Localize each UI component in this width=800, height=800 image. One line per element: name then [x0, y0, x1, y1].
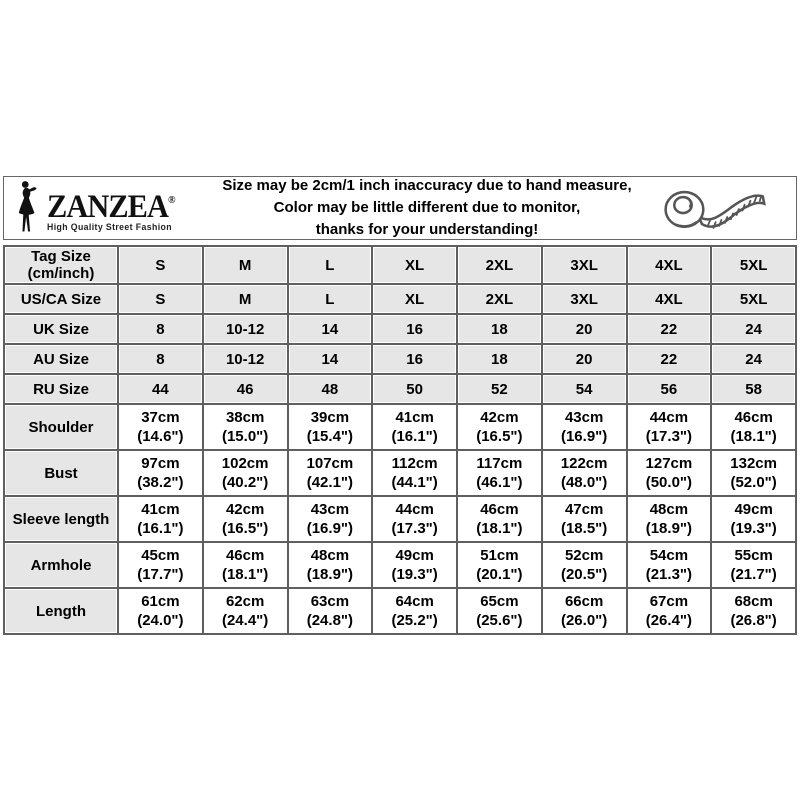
size-cell: 8	[119, 315, 202, 343]
size-cell: 52	[458, 375, 541, 403]
measure-cell	[204, 405, 287, 449]
row-label: AU Size	[5, 345, 117, 373]
measure-cell	[628, 543, 711, 587]
size-cell: 54	[543, 375, 626, 403]
measure-cell	[373, 497, 456, 541]
size-cell: 50	[373, 375, 456, 403]
measure-inch: (18.9")	[645, 520, 693, 537]
measuring-tape-icon	[636, 179, 788, 237]
measure-inch: (17.3")	[645, 428, 693, 445]
size-cell: XL	[373, 247, 456, 283]
size-cell: L	[289, 247, 372, 283]
row-armhole	[5, 543, 795, 587]
row-label: US/CA Size	[5, 285, 117, 313]
measure-cm: 122cm	[560, 455, 608, 472]
measure-cm: 55cm	[734, 547, 773, 564]
size-cell: 56	[628, 375, 711, 403]
row-uk-size	[5, 315, 795, 343]
registered-mark: ®	[168, 193, 176, 206]
row-au-size	[5, 345, 795, 373]
measure-cm: 61cm	[141, 593, 180, 610]
measure-cell	[458, 589, 541, 633]
measure-cell	[373, 543, 456, 587]
size-cell: M	[204, 247, 287, 283]
measure-cell	[628, 497, 711, 541]
measure-inch: (26.4")	[645, 612, 693, 629]
measure-cm: 39cm	[310, 409, 350, 426]
size-cell: 16	[373, 345, 456, 373]
measure-cm: 41cm	[141, 501, 180, 518]
measure-cm: 117cm	[476, 455, 523, 472]
measure-cell	[289, 451, 372, 495]
size-cell: 18	[458, 345, 541, 373]
measure-inch: (26.0")	[560, 612, 608, 629]
measure-cell	[373, 451, 456, 495]
row-length	[5, 589, 795, 633]
size-cell: 14	[289, 315, 372, 343]
size-cell: 20	[543, 315, 626, 343]
measure-cell	[543, 497, 626, 541]
measure-inch: (16.5")	[221, 520, 269, 537]
size-cell: 10-12	[204, 345, 287, 373]
measure-cell	[119, 451, 202, 495]
row-shoulder	[5, 405, 795, 449]
measure-inch: (26.8")	[730, 612, 777, 629]
measure-cell	[628, 405, 711, 449]
measure-inch: (16.9")	[560, 428, 608, 445]
measure-cm: 48cm	[310, 547, 350, 564]
measure-cm: 107cm	[306, 455, 354, 472]
measure-inch: (24.8")	[306, 612, 354, 629]
measure-inch: (17.3")	[391, 520, 438, 537]
measure-inch: (20.1")	[476, 566, 523, 583]
measure-cell	[289, 405, 372, 449]
measure-cell	[289, 497, 372, 541]
measure-cm: 46cm	[734, 409, 773, 426]
row-label	[5, 247, 117, 283]
size-cell: S	[119, 285, 202, 313]
measure-inch: (50.0")	[645, 474, 693, 491]
size-cell: 22	[628, 315, 711, 343]
measure-cell	[458, 543, 541, 587]
measure-cm: 44cm	[395, 501, 434, 518]
measure-cm: 67cm	[649, 593, 689, 610]
measure-cm: 45cm	[141, 547, 180, 564]
measure-inch: (18.1")	[476, 520, 523, 537]
measure-inch: (42.1")	[306, 474, 354, 491]
row-label: Bust	[5, 451, 117, 495]
measure-cm: 52cm	[564, 547, 604, 564]
measure-inch: (18.9")	[306, 566, 354, 583]
measure-cm: 97cm	[141, 455, 180, 472]
measure-inch: (14.6")	[137, 428, 184, 445]
measure-cm: 44cm	[649, 409, 689, 426]
measure-cm: 102cm	[221, 455, 269, 472]
measure-inch: (18.1")	[730, 428, 777, 445]
measure-cell	[712, 589, 795, 633]
row-label: Shoulder	[5, 405, 117, 449]
measure-cm: 51cm	[480, 547, 519, 564]
measure-cell	[289, 589, 372, 633]
measure-cell	[119, 405, 202, 449]
size-cell: 10-12	[204, 315, 287, 343]
row-label: Length	[5, 589, 117, 633]
measure-cell	[458, 451, 541, 495]
row-label: RU Size	[5, 375, 117, 403]
size-cell: S	[119, 247, 202, 283]
measure-cm: 43cm	[564, 409, 604, 426]
size-cell: 8	[119, 345, 202, 373]
row-label: Sleeve length	[5, 497, 117, 541]
measure-cm: 48cm	[649, 501, 689, 518]
row-ru-size	[5, 375, 795, 403]
measure-inch: (38.2")	[137, 474, 184, 491]
measure-cm: 54cm	[649, 547, 689, 564]
size-table-body	[5, 247, 795, 633]
measure-cell	[628, 451, 711, 495]
measure-cm: 66cm	[564, 593, 604, 610]
measure-cm: 62cm	[225, 593, 265, 610]
measure-cell	[712, 543, 795, 587]
measure-inch: (44.1")	[391, 474, 438, 491]
measure-cell	[712, 405, 795, 449]
measure-cm: 43cm	[310, 501, 350, 518]
measure-cm: 68cm	[734, 593, 773, 610]
size-cell: XL	[373, 285, 456, 313]
row-bust	[5, 451, 795, 495]
size-cell: 20	[543, 345, 626, 373]
size-cell: 5XL	[712, 247, 795, 283]
size-cell: 2XL	[458, 247, 541, 283]
measure-cell	[712, 451, 795, 495]
size-cell: 4XL	[628, 285, 711, 313]
row-label-line-2: (cm/inch)	[27, 265, 95, 282]
measure-inch: (40.2")	[221, 474, 269, 491]
measure-inch: (17.7")	[137, 566, 184, 583]
measure-inch: (18.1")	[221, 566, 269, 583]
measure-cm: 37cm	[141, 409, 180, 426]
measure-cell	[373, 589, 456, 633]
measure-cell	[458, 405, 541, 449]
measure-cell	[289, 543, 372, 587]
row-label: Armhole	[5, 543, 117, 587]
measure-inch: (21.7")	[730, 566, 777, 583]
measure-inch: (25.2")	[391, 612, 438, 629]
size-cell: L	[289, 285, 372, 313]
size-table	[3, 245, 797, 635]
measure-cell	[204, 497, 287, 541]
brand-name: ZANZEA®	[47, 188, 176, 225]
measure-cell	[204, 589, 287, 633]
measure-cm: 127cm	[645, 455, 693, 472]
measure-inch: (46.1")	[476, 474, 523, 491]
measure-cell	[543, 589, 626, 633]
measure-cm: 42cm	[225, 501, 265, 518]
size-cell: 24	[712, 315, 795, 343]
measure-cm: 49cm	[734, 501, 773, 518]
measure-inch: (16.9")	[306, 520, 354, 537]
measure-cm: 46cm	[480, 501, 519, 518]
row-tag-size	[5, 247, 795, 283]
measure-inch: (19.3")	[730, 520, 777, 537]
measure-cell	[458, 497, 541, 541]
disclaimer-line-3: thanks for your understanding!	[315, 221, 539, 238]
size-cell: 14	[289, 345, 372, 373]
size-cell: 5XL	[712, 285, 795, 313]
size-cell: 2XL	[458, 285, 541, 313]
measure-cm: 49cm	[395, 547, 434, 564]
row-sleeve-length	[5, 497, 795, 541]
measure-inch: (21.3")	[645, 566, 693, 583]
size-cell: 46	[204, 375, 287, 403]
measure-inch: (25.6")	[476, 612, 523, 629]
measure-cm: 132cm	[730, 455, 777, 472]
measure-cm: 64cm	[395, 593, 434, 610]
row-label-line-1: Tag Size	[31, 248, 91, 265]
measure-cm: 38cm	[225, 409, 265, 426]
measure-cell	[119, 543, 202, 587]
size-cell: M	[204, 285, 287, 313]
measure-cm: 46cm	[225, 547, 265, 564]
size-cell: 48	[289, 375, 372, 403]
row-us-ca-size	[5, 285, 795, 313]
size-cell: 16	[373, 315, 456, 343]
measure-cell	[628, 589, 711, 633]
measure-inch: (24.0")	[137, 612, 184, 629]
size-chart-sheet	[3, 176, 797, 635]
measure-cell	[543, 543, 626, 587]
size-cell: 22	[628, 345, 711, 373]
disclaimer-line-2: Color may be little different due to monitor,	[273, 199, 581, 216]
measure-inch: (20.5")	[560, 566, 608, 583]
size-cell: 24	[712, 345, 795, 373]
measure-cm: 47cm	[564, 501, 604, 518]
measure-cell	[119, 497, 202, 541]
measure-inch: (16.5")	[476, 428, 523, 445]
measure-cm: 112cm	[391, 455, 438, 472]
measure-inch: (16.1")	[391, 428, 438, 445]
size-cell: 58	[712, 375, 795, 403]
size-cell: 44	[119, 375, 202, 403]
brand-logo	[4, 180, 218, 236]
measure-inch: (15.4")	[306, 428, 354, 445]
row-label: UK Size	[5, 315, 117, 343]
size-cell: 18	[458, 315, 541, 343]
fashion-figure-icon	[11, 180, 44, 236]
measure-cell	[119, 589, 202, 633]
measure-inch: (24.4")	[221, 612, 269, 629]
measure-cm: 41cm	[395, 409, 434, 426]
measure-inch: (16.1")	[137, 520, 184, 537]
measure-inch: (52.0")	[730, 474, 777, 491]
size-cell: 4XL	[628, 247, 711, 283]
measure-cell	[712, 497, 795, 541]
measure-inch: (19.3")	[391, 566, 438, 583]
measure-cell	[204, 543, 287, 587]
measure-cm: 63cm	[310, 593, 350, 610]
brand-text	[47, 185, 187, 232]
measure-cell	[204, 451, 287, 495]
size-cell: 3XL	[543, 247, 626, 283]
size-cell: 3XL	[543, 285, 626, 313]
measure-inch: (15.0")	[221, 428, 269, 445]
measure-cm: 42cm	[480, 409, 519, 426]
header	[3, 176, 797, 240]
brand-tagline: High Quality Street Fashion	[47, 221, 172, 232]
disclaimer	[218, 175, 636, 241]
measure-cell	[543, 451, 626, 495]
measure-cell	[543, 405, 626, 449]
measure-inch: (48.0")	[560, 474, 608, 491]
measure-cm: 65cm	[480, 593, 519, 610]
measure-cell	[373, 405, 456, 449]
measure-inch: (18.5")	[560, 520, 608, 537]
disclaimer-line-1: Size may be 2cm/1 inch inaccuracy due to hand measure,	[222, 177, 632, 194]
